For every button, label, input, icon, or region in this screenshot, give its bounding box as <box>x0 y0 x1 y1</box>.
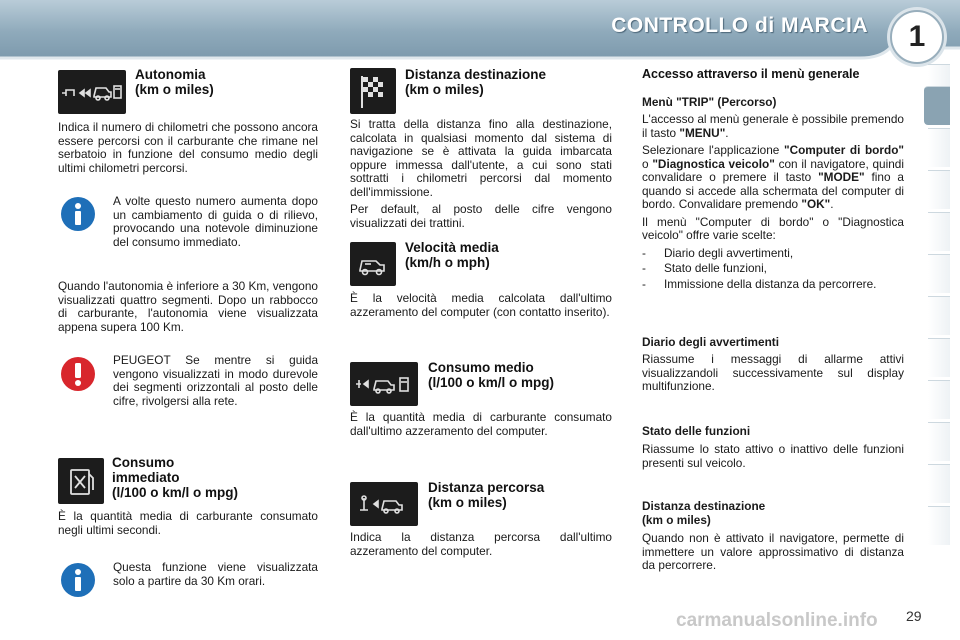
menu-access-text <box>642 113 904 293</box>
consumo-medio-text: È la quantità media di carburante consumato dall'ultimo azzeramento del computer. <box>350 410 612 438</box>
velocita-media-text: È la velocità media calcolata dall'ultimo azzeramento del computer (con contatto inserito). <box>350 291 612 319</box>
side-tab[interactable] <box>928 464 950 503</box>
chapter-number-badge: 1 <box>890 10 944 64</box>
stato-text: Riassume lo stato attivo o inattivo delle funzioni presenti sul veicolo. <box>642 442 904 470</box>
side-tab[interactable] <box>928 296 950 335</box>
list-item: - Stato delle funzioni, <box>642 262 904 276</box>
autonomia-text: Indica il numero di chilometri che possono ancora essere percorsi con il carburante che rimane nel serbatoio in funzione del consumo medio degli ultimi chilometri percorsi. <box>58 120 318 175</box>
info-icon <box>60 196 96 232</box>
fuel-pump-icon <box>58 458 104 504</box>
distanza-destinazione-text-1: Si tratta della distanza fino alla destinazione, calcolata in qualsiasi momento dal sistema di navigazione se è attivata la guida imbarcata oppure immessa dall'utente, a cui sono stati sottratti i chilometri percorsi dal momento dell'immissione. <box>350 117 612 199</box>
chapter-side-tabs <box>928 64 950 574</box>
distanza-destinazione-menu-text: Quando non è attivato il navigatore, permette di immettere un valore approssimativo di distanza da percorrere. <box>642 531 904 572</box>
velocita-media-heading: Velocità media (km/h o mph) <box>405 240 499 270</box>
autonomy-display-icon <box>58 70 126 114</box>
distanza-destinazione-heading: Distanza destinazione (km o miles) <box>405 67 547 97</box>
side-tab[interactable] <box>928 380 950 419</box>
distance-travelled-icon <box>350 482 418 526</box>
side-tab-active[interactable] <box>924 86 950 125</box>
autonomia-warning-note: PEUGEOT Se mentre si guida vengono visualizzati in modo durevole dei segmenti orizzontali al posto delle cifre, rivolgersi alla rete. <box>113 353 318 408</box>
warning-icon <box>60 356 96 392</box>
menu-choices-list <box>642 247 904 292</box>
menu-trip-heading: Menù "TRIP" (Percorso) <box>642 95 777 109</box>
menu-access-paragraph-2: Selezionare l'applicazione "Computer di bordo" o "Diagnostica veicolo" con il navigatore, quindi convalidare o premere il tasto "MODE" fino a quando si accede alla schermata del computer di bordo. Convalidare premendo "OK". <box>642 143 904 211</box>
stato-heading: Stato delle funzioni <box>642 424 751 438</box>
chapter-title: CONTROLLO di MARCIA <box>611 14 868 37</box>
page-number: 29 <box>906 608 922 624</box>
distanza-percorsa-text: Indica la distanza percorsa dall'ultimo azzeramento del computer. <box>350 530 612 558</box>
info-icon <box>60 562 96 598</box>
list-item: - Immissione della distanza da percorrere. <box>642 278 904 292</box>
side-tab[interactable] <box>928 422 950 461</box>
side-tab[interactable] <box>928 212 950 251</box>
autonomia-heading: Autonomia (km o miles) <box>135 67 214 97</box>
average-speed-icon <box>350 242 396 286</box>
side-tab[interactable] <box>928 506 950 545</box>
consumo-immediato-heading: Consumo immediato (l/100 o km/l o mpg) <box>112 455 239 500</box>
consumo-medio-heading: Consumo medio (l/100 o km/l o mpg) <box>428 360 555 390</box>
menu-access-heading: Accesso attraverso il menù generale <box>642 67 860 81</box>
distanza-destinazione-text <box>350 118 612 234</box>
autonomia-text-segments: Quando l'autonomia è inferiore a 30 Km, vengono visualizzati quattro segmenti. Dopo un rabbocco di carburante, l'autonomia viene visualizzata appena supera 100 Km. <box>58 279 318 334</box>
side-tab[interactable] <box>928 128 950 167</box>
watermark: carmanualsonline.info <box>676 610 878 631</box>
distanza-percorsa-heading: Distanza percorsa (km o miles) <box>428 480 545 510</box>
menu-access-paragraph-3: Il menù "Computer di bordo" o "Diagnostica veicolo" offre varie scelte: <box>642 214 904 242</box>
distanza-destinazione-menu-heading: Distanza destinazione (km o miles) <box>642 499 766 527</box>
consumo-immediato-text: È la quantità media di carburante consumato negli ultimi secondi. <box>58 509 318 537</box>
list-item: - Diario degli avvertimenti, <box>642 247 904 261</box>
side-tab[interactable] <box>928 254 950 293</box>
menu-access-paragraph-1: L'accesso al menù generale è possibile premendo il tasto "MENU". <box>642 112 904 140</box>
diario-text: Riassume i messaggi di allarme attivi visualizzandoli successivamente sul display multifunzione. <box>642 352 904 393</box>
average-consumption-icon <box>350 362 418 406</box>
distanza-destinazione-text-2: Per default, al posto delle cifre vengono visualizzati dei trattini. <box>350 202 612 230</box>
side-tab[interactable] <box>928 170 950 209</box>
consumo-immediato-info-note: Questa funzione viene visualizzata solo a partire da 30 Km orari. <box>113 560 318 588</box>
diario-heading: Diario degli avvertimenti <box>642 335 780 349</box>
autonomia-info-note: A volte questo numero aumenta dopo un cambiamento di guida o di rilievo, provocando una notevole diminuzione del consumo immediato. <box>113 194 318 249</box>
side-tab[interactable] <box>928 338 950 377</box>
header-curve <box>0 40 960 64</box>
checkered-flag-icon <box>350 68 396 114</box>
